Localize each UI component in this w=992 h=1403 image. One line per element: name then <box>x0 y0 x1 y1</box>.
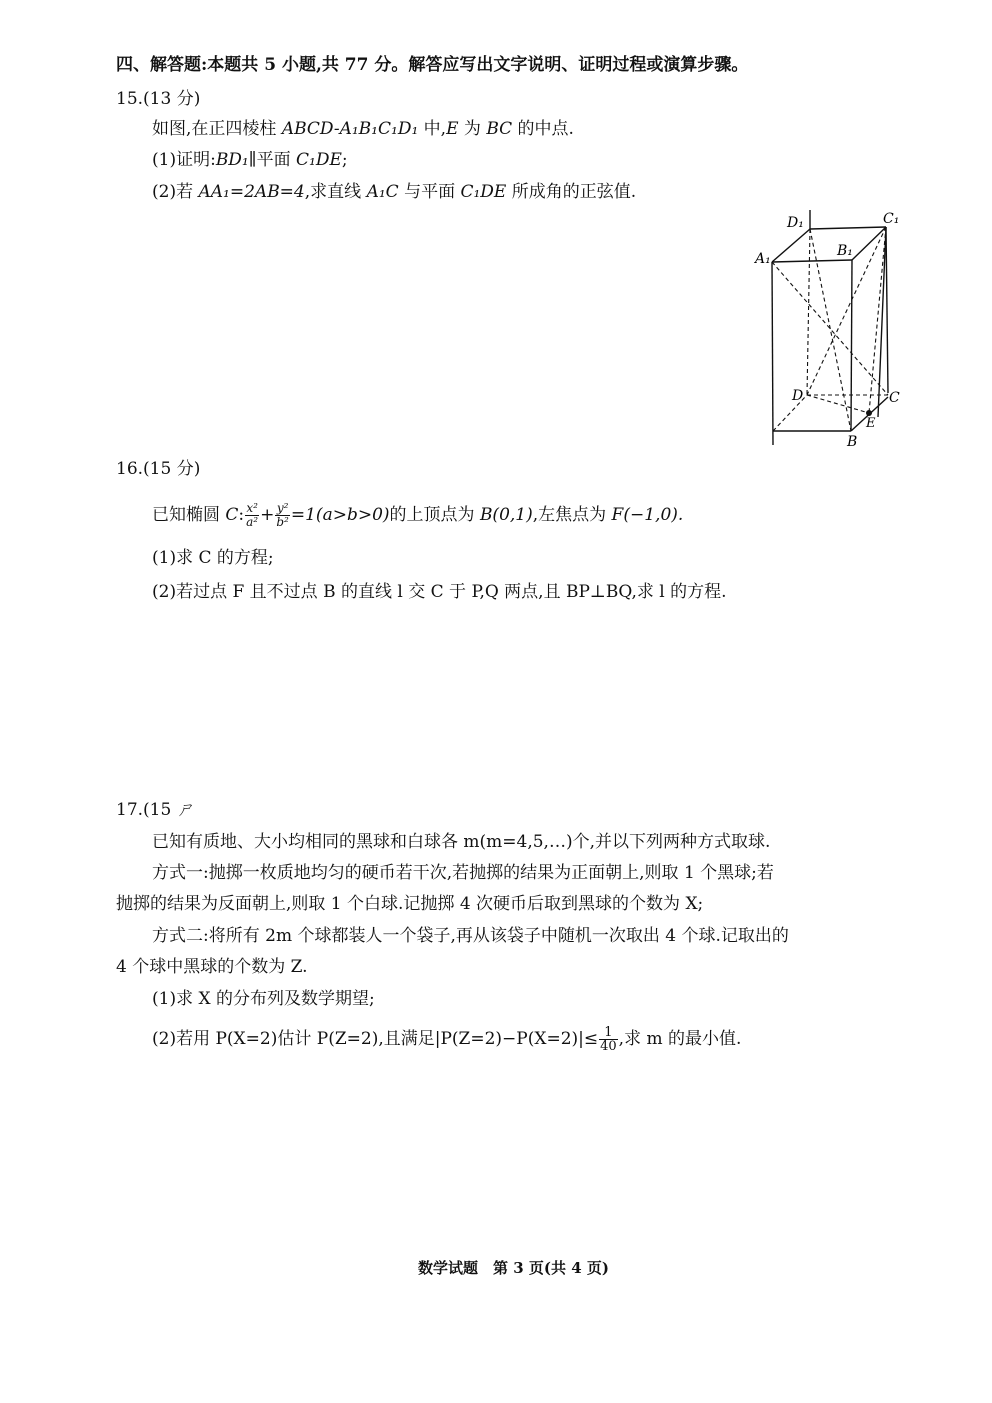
page-footer: 数学试题 第 3 页(共 4 页) <box>418 1259 609 1277</box>
q16-part2: (2)若过点 F 且不过点 B 的直线 l 交 C 于 P,Q 两点,且 BP⊥BQ,求 l 的方程. <box>152 582 727 602</box>
line-de <box>807 395 869 413</box>
q15-point-e: E <box>446 119 459 139</box>
q16-frac2-num: y² <box>276 501 289 515</box>
q15-p2-c: ,求直线 <box>304 182 367 202</box>
edge-bb1 <box>851 260 852 431</box>
q15-stem-f: 的中点. <box>512 119 574 139</box>
q16-colon: : <box>238 505 245 525</box>
q17-number-text: 17.(15 <box>116 800 177 820</box>
q16-number: 16.(15 分) <box>116 459 201 479</box>
q15-p2-b: AA₁=2AB=4 <box>198 182 305 202</box>
edge-d1c1 <box>810 227 886 229</box>
line-c1e <box>869 227 886 413</box>
line-bd1 <box>810 229 851 431</box>
prism-figure <box>745 205 915 455</box>
q16-part1: (1)求 C 的方程; <box>152 548 274 568</box>
q17-number <box>116 799 194 821</box>
edge-aa1 <box>772 262 773 445</box>
q15-p1-d: C₁DE <box>296 150 342 170</box>
label-e: E <box>866 416 876 431</box>
q15-p1-c: ∥平面 <box>248 150 297 170</box>
q17-part1: (1)求 X 的分布列及数学期望; <box>152 989 375 1009</box>
label-c1: C₁ <box>883 211 900 227</box>
q15-stem-a: 如图,在正四棱柱 <box>152 119 282 139</box>
q15-number: 15.(13 分) <box>116 89 201 109</box>
label-b: B <box>847 434 858 450</box>
q15-part2 <box>152 181 636 203</box>
q16-frac-x <box>245 502 259 529</box>
q15-part1 <box>152 149 348 171</box>
section-title: 四、解答题:本题共 5 小题,共 77 分。解答应写出文字说明、证明过程或演算步骤。 <box>116 55 749 75</box>
edge-cc1 <box>886 227 888 393</box>
edge-b1c1 <box>852 227 886 260</box>
label-a1: A₁ <box>755 251 771 267</box>
q15-stem-d: 为 <box>458 119 487 139</box>
edge-a1d1 <box>772 229 810 262</box>
edge-a1b1 <box>772 260 852 262</box>
q15-p1-e: ; <box>341 150 348 170</box>
q15-stem <box>152 118 574 140</box>
q15-p1-a: (1)证明: <box>152 150 216 170</box>
q16-stem <box>152 500 683 530</box>
q16-point-f: F(−1,0). <box>611 505 684 525</box>
q16-stem-d: ,左焦点为 <box>532 505 612 525</box>
q16-point-b: B(0,1) <box>479 505 533 525</box>
q15-stem-b: 中, <box>418 119 447 139</box>
q17-line4: 方式二:将所有 2m 个球都装人一个袋子,再从该袋子中随机一次取出 4 个球.记取出的 <box>152 926 789 946</box>
q17-number-tail: ㄕ <box>176 800 194 820</box>
q17-frac-num: 1 <box>599 1026 618 1040</box>
q16-plus: + <box>260 505 275 525</box>
q16-frac1-den: a² <box>246 515 259 529</box>
q16-stem-a: 已知椭圆 <box>152 505 226 525</box>
edge-dd1 <box>807 229 810 395</box>
q17-p2-b: ,求 m 的最小值. <box>618 1029 742 1049</box>
label-c: C <box>889 390 900 406</box>
q16-frac2-den: b² <box>276 515 289 529</box>
q17-frac-den: 40 <box>600 1039 617 1054</box>
q17-line5: 4 个球中黑球的个数为 Z. <box>116 957 308 977</box>
q17-line3: 抛掷的结果为反面朝上,则取 1 个白球.记抛掷 4 次硬币后取到黑球的个数为 X; <box>116 894 704 914</box>
q15-p2-d: A₁C <box>366 182 399 202</box>
q16-eq-rest: =1(a>b>0) <box>290 505 390 525</box>
q15-p2-a: (2)若 <box>152 182 199 202</box>
q15-seg-bc: BC <box>486 119 513 139</box>
label-d: D <box>792 388 804 404</box>
q16-stem-b: 的上顶点为 <box>389 505 480 525</box>
q15-p1-b: BD₁ <box>215 150 249 170</box>
label-b1: B₁ <box>837 243 853 259</box>
q17-p2-a: (2)若用 P(X=2)估计 P(Z=2),且满足|P(Z=2)−P(X=2)|≤ <box>152 1029 599 1049</box>
q17-line2: 方式一:抛掷一枚质地均匀的硬币若干次,若抛掷的结果为正面朝上,则取 1 个黑球;若 <box>152 863 774 883</box>
q17-frac <box>599 1026 618 1053</box>
q16-frac-y <box>275 502 290 529</box>
label-d1: D₁ <box>787 215 804 231</box>
q15-prism: ABCD-A₁B₁C₁D₁ <box>281 119 419 139</box>
q16-frac1-num: x² <box>246 501 258 515</box>
q17-line1: 已知有质地、大小均相同的黑球和白球各 m(m=4,5,…)个,并以下列两种方式取球. <box>152 832 771 852</box>
q16-c-var: C <box>225 505 239 525</box>
q15-p2-g: 所成角的正弦值. <box>506 182 637 202</box>
q15-p2-e: 与平面 <box>398 182 461 202</box>
q15-p2-f: C₁DE <box>460 182 507 202</box>
q17-part2 <box>152 1024 741 1054</box>
edge-cc1-b <box>878 227 886 417</box>
